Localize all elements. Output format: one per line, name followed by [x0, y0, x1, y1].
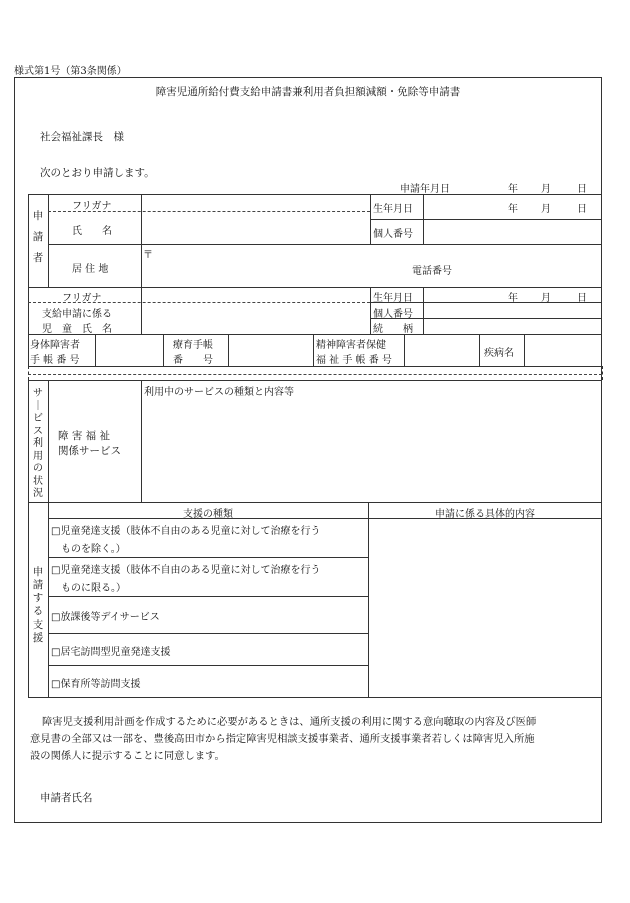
service-content-header: 利用中のサービスの種類と内容等 [144, 387, 294, 398]
support-type-header: 支援の種類 [183, 509, 233, 520]
support-item-checkbox-line1[interactable]: □児童発達支援（肢体不自由のある児童に対して治療を行う [51, 565, 321, 576]
support-item-checkbox[interactable]: □保育所等訪問支援 [51, 679, 141, 690]
applicant-birth-year: 年 [508, 204, 518, 215]
support-item-text-line2: ものに限る。） [51, 583, 126, 594]
child-personal-number-label: 個人番号 [373, 309, 413, 320]
applicant-name-label: 氏 名 [72, 226, 112, 237]
physical-handbook-label-line1: 身体障害者 [30, 340, 80, 351]
form-number: 様式第1号（第3条関係） [14, 66, 127, 77]
service-category-line2: 関係サービス [58, 445, 121, 457]
support-detail-header: 申請に係る具体的内容 [435, 509, 535, 520]
addressee: 社会福祉課長 様 [40, 131, 124, 143]
mental-handbook-label-line2: 福 祉 手 帳 番 号 [316, 355, 392, 366]
child-birth-year: 年 [508, 293, 518, 304]
consent-line2: 意見書の全部又は一部を、豊後高田市から指定障害児相談支援事業者、通所支援事業者若しくは障害児入所施 [30, 733, 535, 745]
support-item-checkbox-line1[interactable]: □児童発達支援（肢体不自由のある児童に対して治療を行う [51, 526, 321, 537]
applicant-section-label: 申 請 者 [32, 210, 44, 265]
application-year: 年 [508, 184, 518, 195]
intro-text: 次のとおり申請します。 [40, 167, 155, 179]
ryoiku-handbook-label-line1: 療育手帳 [173, 340, 213, 351]
consent-line3: 設の関係人に提示することに同意します。 [30, 750, 225, 762]
service-usage-section-label: サ ｜ ビ ス 利 用 の 状 況 [33, 388, 43, 499]
child-birth-month: 月 [541, 293, 551, 304]
disease-label: 疾病名 [484, 348, 514, 359]
applicant-phone-label: 電話番号 [412, 266, 452, 277]
ryoiku-handbook-label-line2: 番 号 [173, 355, 213, 366]
application-date-label: 申請年月日 [400, 184, 450, 195]
postal-mark: 〒 [143, 250, 153, 261]
child-relation-label: 続 柄 [373, 324, 413, 335]
consent-line1: 障害児支援利用計画を作成するために必要があるときは、通所支援の利用に関する意向聴取の内容及び医師 [42, 716, 537, 728]
physical-handbook-label-line2: 手 帳 番 号 [30, 355, 80, 366]
form-title: 障害児通所給付費支給申請書兼利用者負担額減額・免除等申請書 [155, 86, 461, 98]
mental-handbook-label-line1: 精神障害者保健 [316, 340, 386, 351]
support-item-text-line2: ものを除く。） [51, 544, 126, 555]
support-item-checkbox[interactable]: □放課後等デイサービス [51, 612, 160, 623]
child-birth-day: 日 [577, 293, 587, 304]
application-month: 月 [541, 184, 551, 195]
child-name-label-line2: 児 童 氏 名 [42, 324, 112, 335]
applicant-birth-month: 月 [541, 204, 551, 215]
support-section-label: 申 請 す る 支 援 [32, 566, 44, 644]
child-furigana-label: フリガナ [62, 293, 102, 304]
child-name-label-line1: 支給申請に係る [42, 309, 112, 320]
applicant-birth-day: 日 [577, 204, 587, 215]
support-item-checkbox[interactable]: □居宅訪問型児童発達支援 [51, 647, 171, 658]
applicant-address-label: 居 住 地 [72, 264, 109, 275]
applicant-birthdate-label: 生年月日 [373, 204, 413, 215]
child-birthdate-label: 生年月日 [373, 293, 413, 304]
signature-label: 申請者氏名 [40, 792, 93, 804]
applicant-furigana-label: フリガナ [72, 201, 112, 212]
applicant-personal-number-label: 個人番号 [373, 229, 413, 240]
service-category-line1: 障 害 福 祉 [58, 430, 111, 442]
application-day: 日 [577, 184, 587, 195]
